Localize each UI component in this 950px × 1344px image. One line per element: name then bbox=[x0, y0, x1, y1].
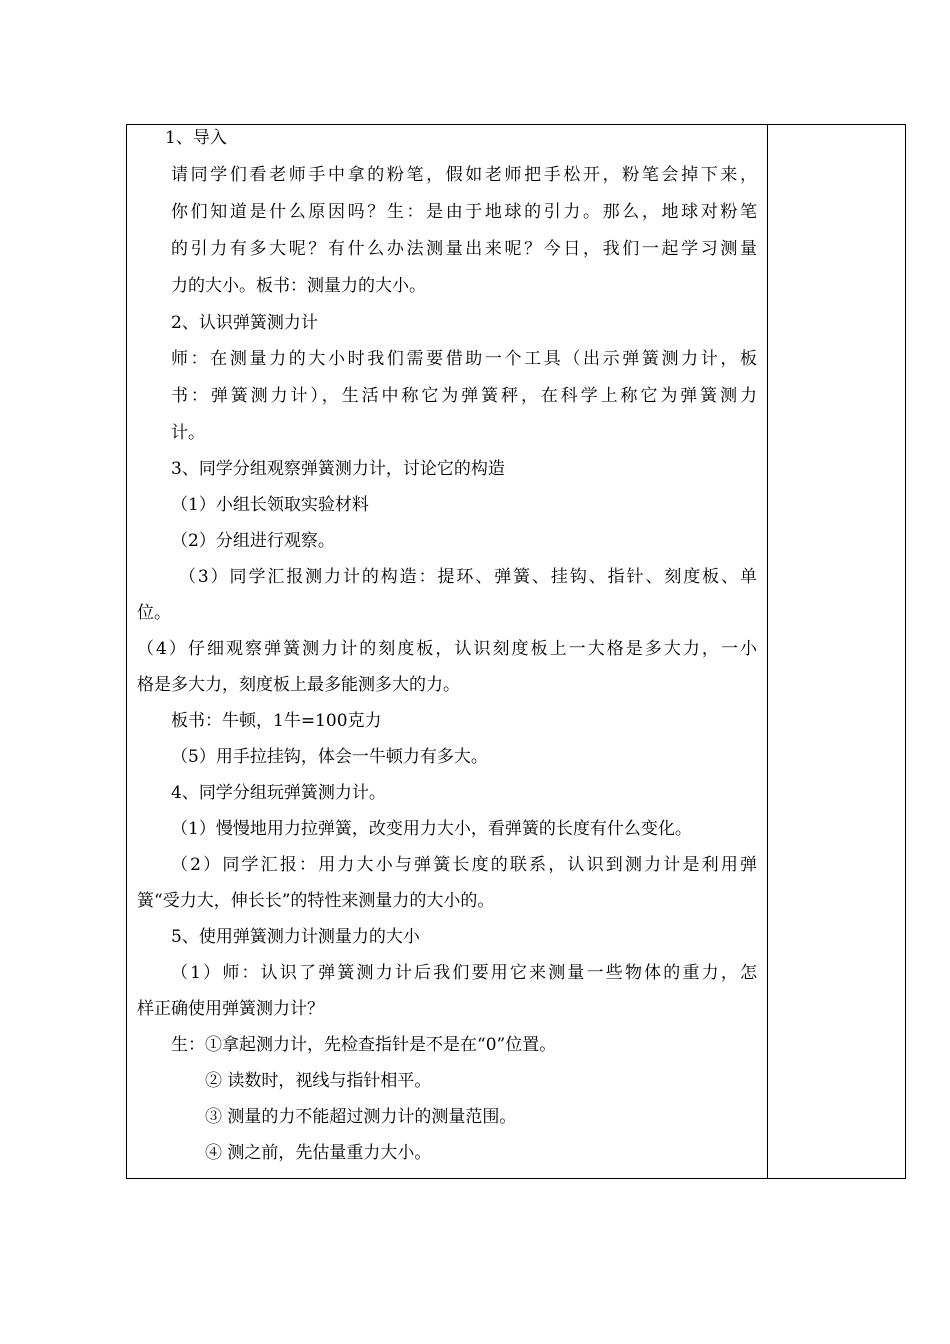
paragraph-line: 师：在测量力的大小时我们需要借助一个工具（出示弹簧测力计，板 bbox=[171, 349, 757, 369]
paragraph-line: 位。 bbox=[137, 603, 171, 623]
paragraph-line: 计。 bbox=[171, 423, 205, 443]
heading-spring-scale: 2、认识弹簧测力计 bbox=[171, 313, 318, 333]
paragraph-line: 你们知道是什么原因吗？生：是由于地球的引力。那么，地球对粉笔 bbox=[171, 202, 757, 222]
list-item: （3）同学汇报测力计的构造：提环、弹簧、挂钩、指针、刻度板、单 bbox=[179, 567, 757, 587]
blackboard-note: 板书：牛顿，1牛=100克力 bbox=[171, 711, 382, 731]
list-item: ③ 测量的力不能超过测力计的测量范围。 bbox=[205, 1107, 517, 1127]
heading-play-scale: 4、同学分组玩弹簧测力计。 bbox=[171, 783, 386, 803]
paragraph-line: 样正确使用弹簧测力计？ bbox=[137, 999, 324, 1019]
paragraph-line: 格是多大力，刻度板上最多能测多大的力。 bbox=[137, 675, 460, 695]
list-item: ④ 测之前，先估量重力大小。 bbox=[205, 1143, 432, 1163]
lesson-table bbox=[126, 124, 906, 1179]
heading-group-observe: 3、同学分组观察弹簧测力计，讨论它的构造 bbox=[171, 459, 505, 479]
list-item: （4）仔细观察弹簧测力计的刻度板，认识刻度板上一大格是多大力，一小 bbox=[137, 639, 757, 659]
heading-import: 1、导入 bbox=[165, 128, 227, 148]
lesson-content-cell bbox=[127, 125, 767, 1178]
paragraph-line: 力的大小。板书：测量力的大小。 bbox=[171, 276, 426, 296]
list-item: ② 读数时，视线与指针相平。 bbox=[205, 1071, 432, 1091]
paragraph-line: 簧“受力大，伸长长”的特性来测量力的大小的。 bbox=[137, 891, 495, 911]
heading-use-scale: 5、使用弹簧测力计测量力的大小 bbox=[171, 927, 420, 947]
list-item: （5）用手拉挂钩，体会一牛顿力有多大。 bbox=[171, 747, 488, 767]
paragraph-line: 书：弹簧测力计），生活中称它为弹簧秤，在科学上称它为弹簧测力 bbox=[171, 386, 757, 406]
paragraph-line: 请同学们看老师手中拿的粉笔，假如老师把手松开，粉笔会掉下来， bbox=[171, 165, 757, 185]
list-item: （2）分组进行观察。 bbox=[171, 531, 335, 551]
list-item: 生：①拿起测力计，先检查指针是不是在“0”位置。 bbox=[171, 1035, 557, 1055]
list-item: （2）同学汇报：用力大小与弹簧长度的联系，认识到测力计是利用弹 bbox=[171, 855, 757, 875]
list-item: （1）师：认识了弹簧测力计后我们要用它来测量一些物体的重力，怎 bbox=[171, 963, 757, 983]
list-item: （1）小组长领取实验材料 bbox=[171, 495, 369, 515]
paragraph-line: 的引力有多大呢？有什么办法测量出来呢？今日，我们一起学习测量 bbox=[171, 239, 757, 259]
list-item: （1）慢慢地用力拉弹簧，改变用力大小，看弹簧的长度有什么变化。 bbox=[171, 819, 692, 839]
notes-cell bbox=[768, 125, 906, 1178]
